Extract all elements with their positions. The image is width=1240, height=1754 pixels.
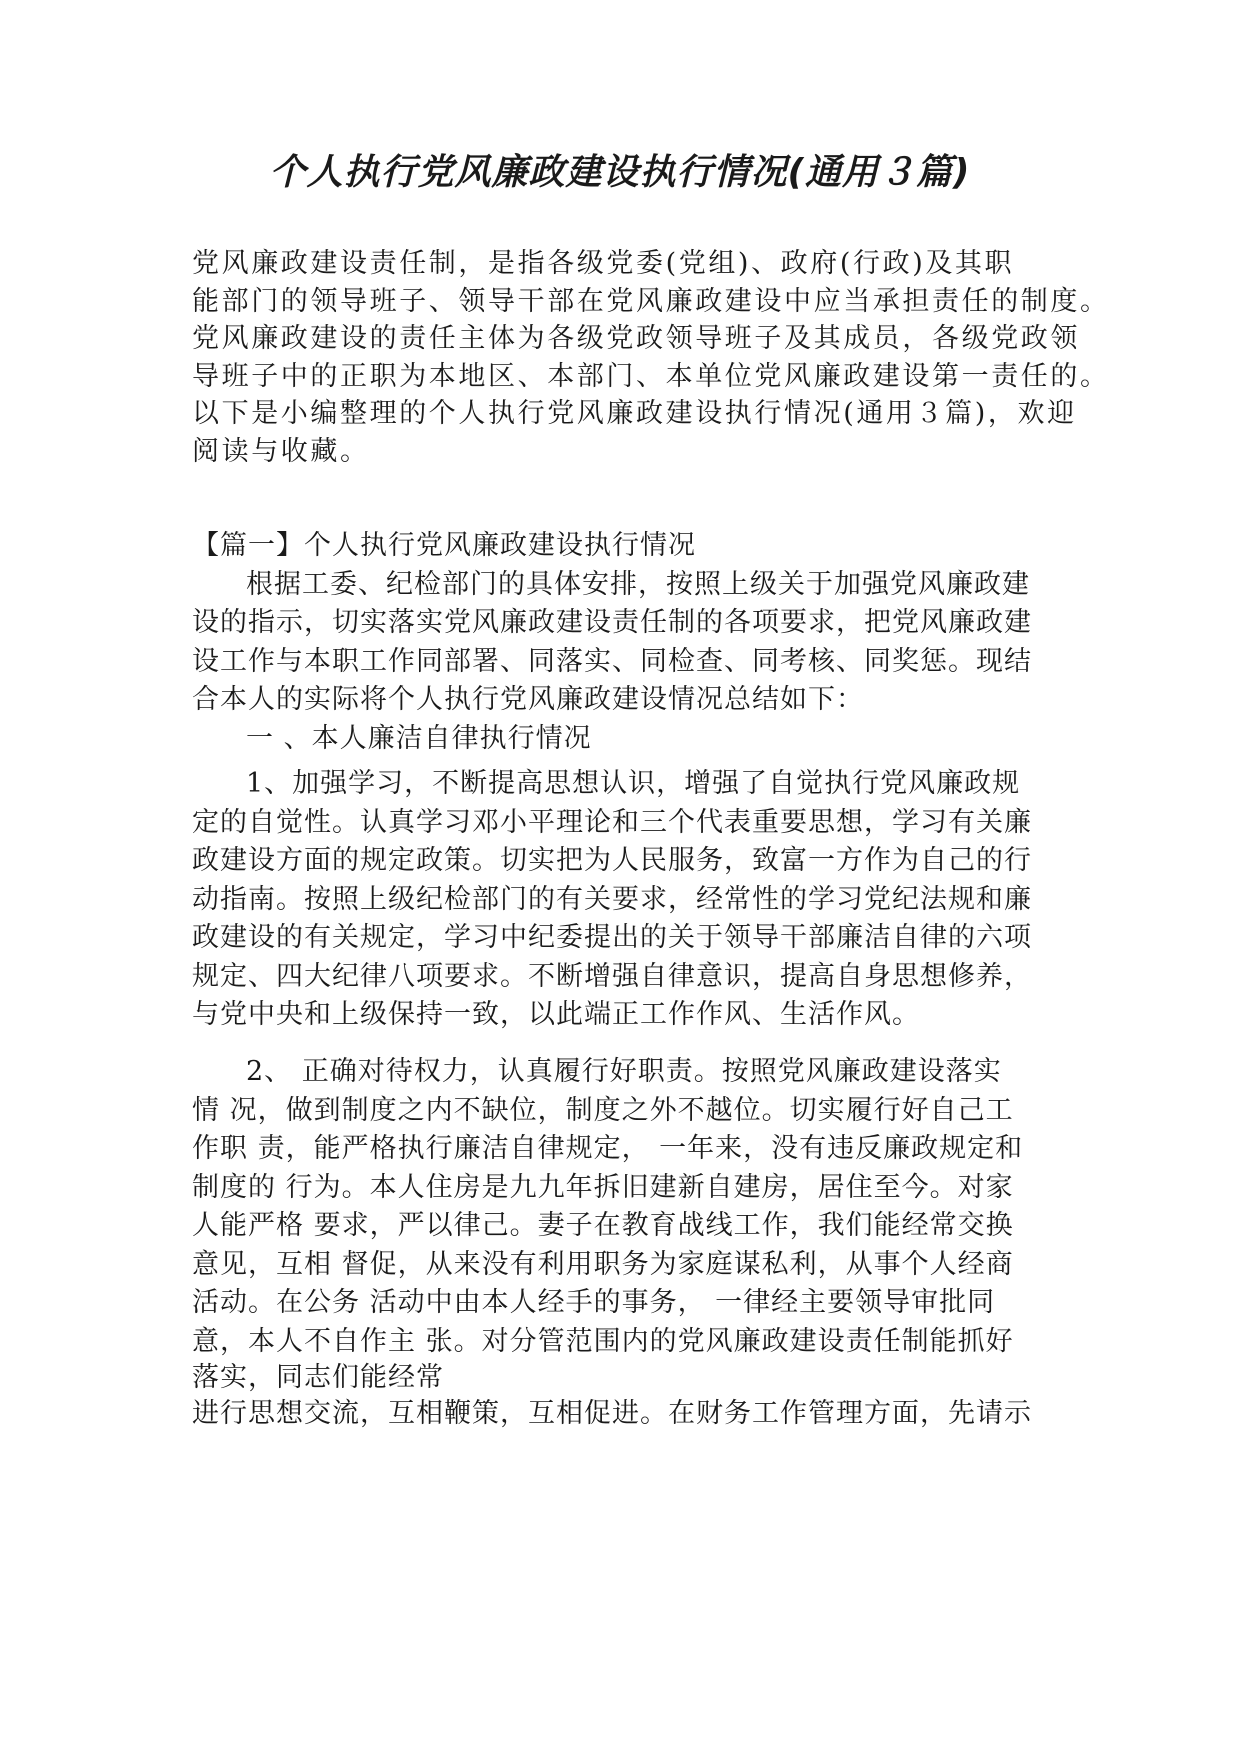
paragraph-learning bbox=[192, 765, 1072, 1035]
intro-line: 党风廉政建设的责任主体为各级党政领导班子及其成员，各级党政领 bbox=[192, 323, 1080, 354]
paragraph-line: 作职 责，能严格执行廉洁自律规定， 一年来，没有违反廉政规定和 bbox=[192, 1133, 1024, 1164]
intro-line: 能部门的领导班子、领导干部在党风廉政建设中应当承担责任的制度。 bbox=[192, 285, 1110, 317]
intro-line: 党风廉政建设责任制，是指各级党委(党组)、政府(行政)及其职 bbox=[192, 248, 1015, 279]
paragraph-line: 活动。在公务 活动中由本人经手的事务， 一律经主要领导审批同 bbox=[192, 1287, 996, 1318]
document-title: 个人执行党风廉政建设执行情况(通用３篇) bbox=[269, 152, 971, 193]
intro-line: 阅读与收藏。 bbox=[192, 435, 370, 467]
paragraph-line: 规定、四大纪律八项要求。不断增强自律意识，提高自身思想修养， bbox=[192, 960, 1032, 992]
paragraph-line: 动指南。按照上级纪检部门的有关要求，经常性的学习党纪法规和廉 bbox=[192, 883, 1032, 915]
paragraph-line: 进行思想交流，互相鞭策，互相促进。在财务工作管理方面，先请示 bbox=[192, 1398, 1032, 1429]
section-one bbox=[192, 527, 1072, 758]
paragraph-line: 定的自觉性。认真学习邓小平理论和三个代表重要思想，学习有关廉 bbox=[192, 806, 1032, 838]
paragraph-line: 落实，同志们能经常 bbox=[192, 1362, 444, 1393]
paragraph-line: 政建设方面的规定政策。切实把为人民服务，致富一方作为自己的行 bbox=[192, 845, 1032, 876]
paragraph-line: 意见，互相 督促，从来没有利用职务为家庭谋私利，从事个人经商 bbox=[192, 1248, 1014, 1280]
paragraph-power bbox=[192, 1053, 1072, 1434]
paragraph-line: 1、加强学习，不断提高思想认识，增强了自觉执行党风廉政规 bbox=[246, 768, 1021, 799]
paragraph-line: 意，本人不自作主 张。对分管范围内的党风廉政建设责任制能抓好 bbox=[192, 1325, 1014, 1357]
paragraph-line: 情 况，做到制度之内不缺位，制度之外不越位。切实履行好自己工 bbox=[192, 1094, 1014, 1126]
paragraph-line: 根据工委、纪检部门的具体安排，按照上级关于加强党风廉政建 bbox=[246, 568, 1030, 600]
intro-line: 以下是小编整理的个人执行党风廉政建设执行情况(通用３篇)，欢迎 bbox=[192, 398, 1077, 429]
paragraph-line: 设的指示，切实落实党风廉政建设责任制的各项要求，把党风廉政建 bbox=[192, 607, 1032, 638]
paragraph-line: 设工作与本职工作同部署、同落实、同检查、同考核、同奖惩。现结 bbox=[192, 645, 1032, 677]
paragraph-line: 合本人的实际将个人执行党风廉政建设情况总结如下： bbox=[192, 684, 864, 715]
paragraph-line: 人能严格 要求，严以律己。妻子在教育战线工作，我们能经常交换 bbox=[192, 1210, 1014, 1241]
subheading: 一 、本人廉洁自律执行情况 bbox=[246, 722, 592, 754]
intro-paragraph bbox=[192, 245, 1110, 470]
paragraph-line: 政建设的有关规定，学习中纪委提出的关于领导干部廉洁自律的六项 bbox=[192, 922, 1032, 953]
section-heading: 【篇一】个人执行党风廉政建设执行情况 bbox=[192, 530, 696, 561]
intro-line: 导班子中的正职为本地区、本部门、本单位党风廉政建设第一责任的。 bbox=[192, 360, 1110, 392]
paragraph-line: 与党中央和上级保持一致，以此端正工作作风、生活作风。 bbox=[192, 999, 920, 1030]
paragraph-line: 2、 正确对待权力，认真履行好职责。按照党风廉政建设落实 bbox=[246, 1056, 1002, 1087]
paragraph-line: 制度的 行为。本人住房是九九年拆旧建新自建房，居住至今。对家 bbox=[192, 1171, 1014, 1203]
